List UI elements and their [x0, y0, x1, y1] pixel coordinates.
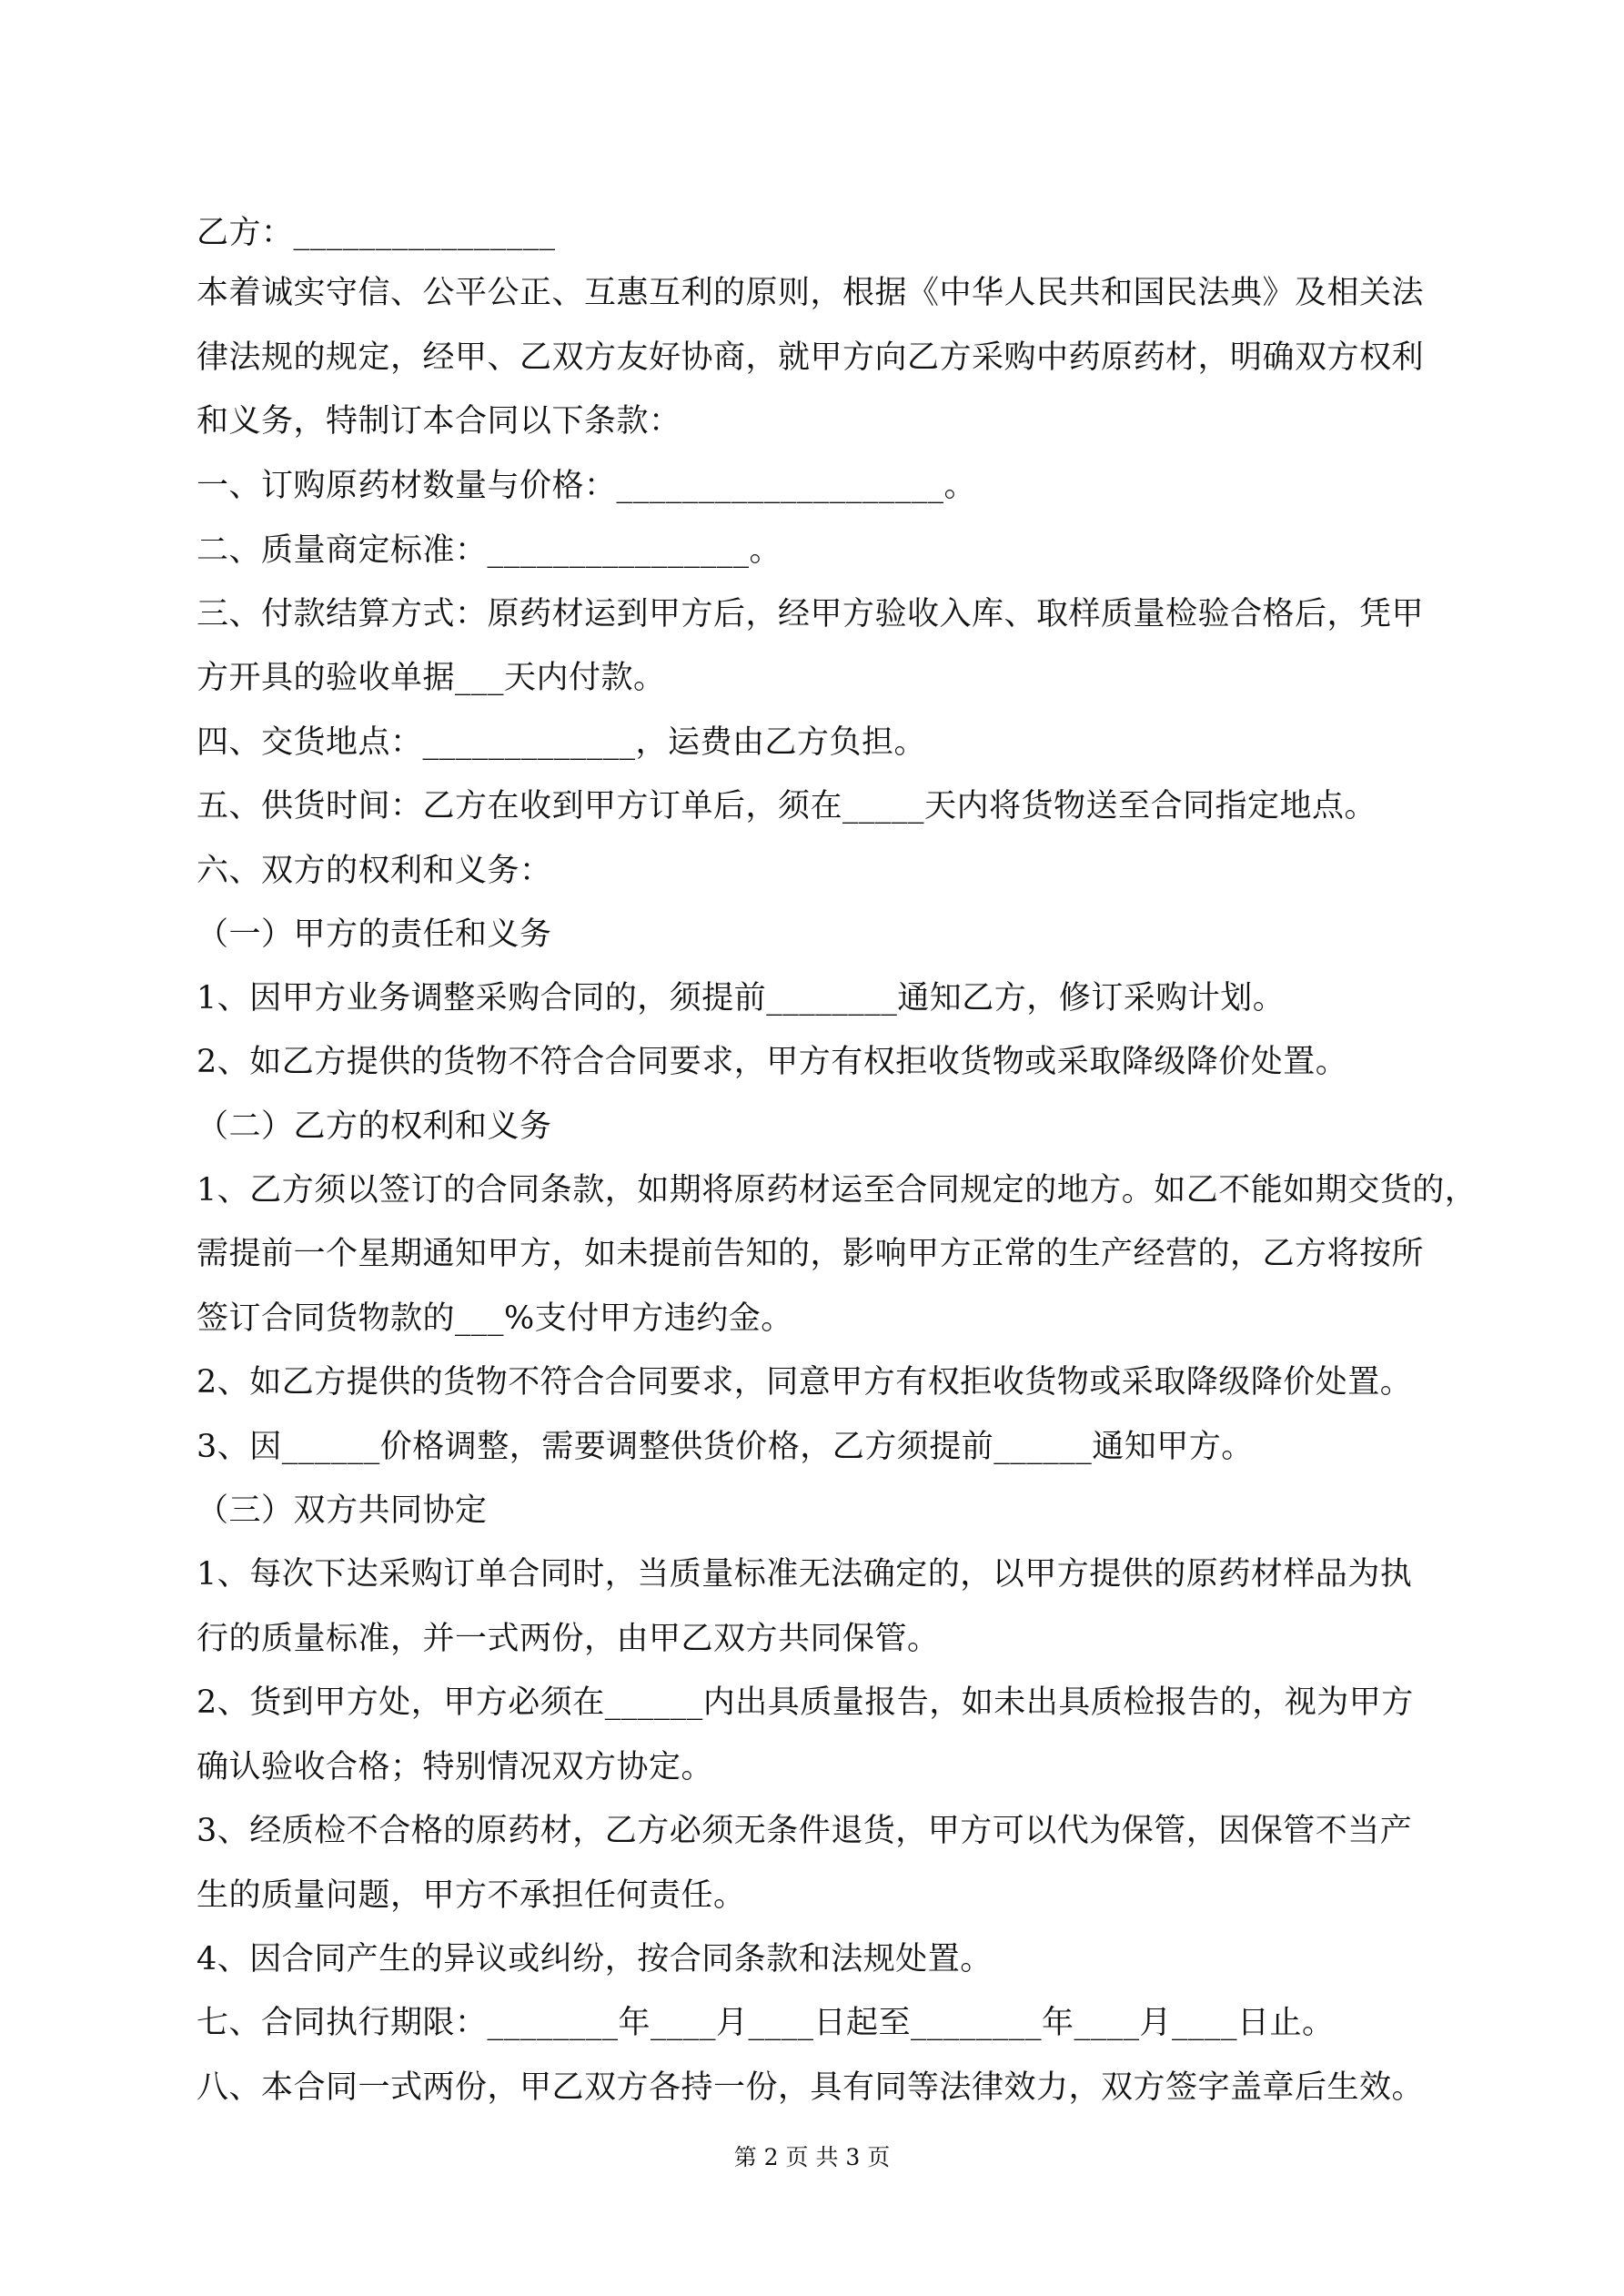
text-line-clause-7: 七、合同执行期限：________年____月____日起至________年____月____日止。 — [197, 2005, 1335, 2041]
text-line-c-3b: 生的质量问题，甲方不承担任何责任。 — [197, 1877, 746, 1914]
text-line-c-1a: 1、每次下达采购订单合同时，当质量标准无法确定的，以甲方提供的原药材样品为执 — [197, 1556, 1413, 1593]
text-line-clause-3a: 三、付款结算方式：原药材运到甲方后，经甲方验收入库、取样质量检验合格后，凭甲 — [197, 596, 1425, 632]
text-line-party-b: 乙方：________________ — [197, 215, 556, 251]
text-line-b-1b: 需提前一个星期通知甲方，如未提前告知的，影响甲方正常的生产经营的，乙方将按所 — [197, 1236, 1425, 1272]
text-line-section-a: （一）甲方的责任和义务 — [197, 916, 552, 953]
text-line-a-2: 2、如乙方提供的货物不符合合同要求，甲方有权拒收货物或采取降级降价处置。 — [197, 1044, 1348, 1080]
text-line-c-2b: 确认验收合格；特别情况双方协定。 — [197, 1749, 714, 1785]
text-line-b-1a: 1、乙方须以签订的合同条款，如期将原药材运至合同规定的地方。如乙不能如期交货的， — [197, 1172, 1478, 1209]
text-line-b-1c: 签订合同货物款的___%支付甲方违约金。 — [197, 1300, 793, 1337]
text-line-clause-4: 四、交货地点：_____________，运费由乙方负担。 — [197, 724, 927, 761]
text-line-clause-5: 五、供货时间：乙方在收到甲方订单后，须在_____天内将货物送至合同指定地点。 — [197, 788, 1377, 824]
text-line-clause-1: 一、订购原药材数量与价格：____________________。 — [197, 468, 977, 504]
text-line-c-1b: 行的质量标准，并一式两份，由甲乙双方共同保管。 — [197, 1621, 940, 1657]
text-line-preamble-1: 本着诚实守信、公平公正、互惠互利的原则，根据《中华人民共和国民法典》及相关法 — [197, 275, 1425, 311]
text-line-clause-8: 八、本合同一式两份，甲乙双方各持一份，具有同等法律效力，双方签字盖章后生效。 — [197, 2069, 1425, 2106]
text-line-section-b: （二）乙方的权利和义务 — [197, 1108, 552, 1145]
text-line-b-2: 2、如乙方提供的货物不符合合同要求，同意甲方有权拒收货物或采取降级降价处置。 — [197, 1364, 1413, 1401]
text-line-clause-6: 六、双方的权利和义务： — [197, 853, 552, 889]
text-line-c-2a: 2、货到甲方处，甲方必须在______内出具质量报告，如未出具质检报告的，视为甲方 — [197, 1684, 1414, 1721]
text-line-b-3: 3、因______价格调整，需要调整供货价格，乙方须提前______通知甲方。 — [197, 1429, 1254, 1465]
text-line-c-3a: 3、经质检不合格的原药材，乙方必须无条件退货，甲方可以代为保管，因保管不当产 — [197, 1813, 1413, 1849]
text-line-a-1: 1、因甲方业务调整采购合同的，须提前________通知乙方，修订采购计划。 — [197, 980, 1286, 1017]
text-line-preamble-2: 律法规的规定，经甲、乙双方友好协商，就甲方向乙方采购中药原药材，明确双方权利 — [197, 339, 1425, 376]
text-line-c-4: 4、因合同产生的异议或纠纷，按合同条款和法规处置。 — [197, 1941, 993, 1977]
text-line-section-c: （三）双方共同协定 — [197, 1492, 488, 1529]
text-line-preamble-3: 和义务，特制订本合同以下条款： — [197, 403, 681, 440]
text-line-clause-3b: 方开具的验收单据___天内付款。 — [197, 660, 666, 696]
page-number-footer: 第 2 页 共 3 页 — [733, 2144, 891, 2170]
text-line-clause-2: 二、质量商定标准：________________。 — [197, 532, 782, 569]
